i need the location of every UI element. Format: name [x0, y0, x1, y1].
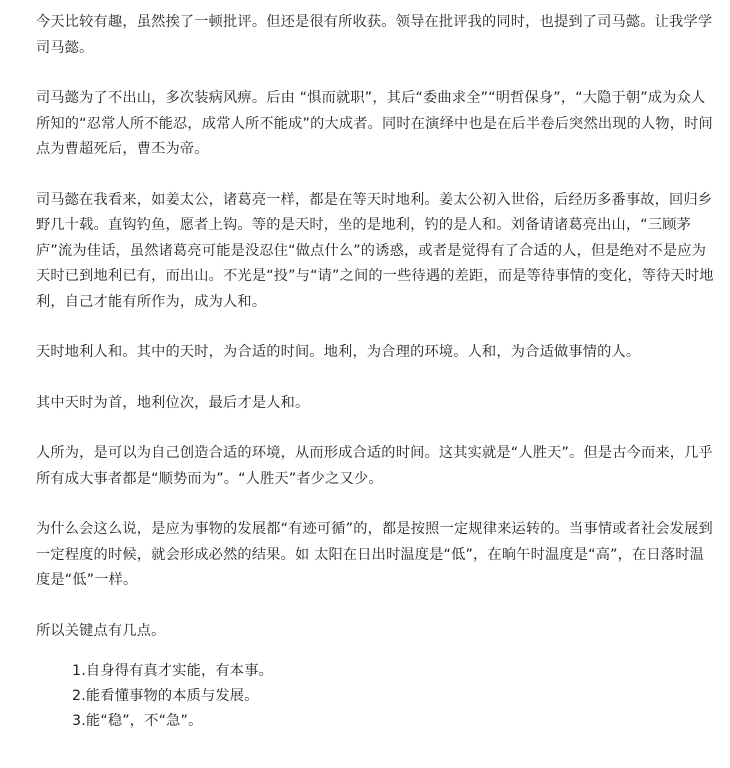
paragraph-priority: 其中天时为首，地利位次，最后才是人和。 — [36, 394, 310, 411]
list-item: 3.能“稳”，不“急”。 — [72, 713, 203, 729]
list-item: 2.能看懂事物的本质与发展。 — [72, 688, 259, 704]
paragraph-reason: 为什么会这么说，是应为事物的发展都“有迹可循”的，都是按照一定规律来运转的。当事情或者社会发展到一定程度的时候，就会形成必然的结果。如 太阳在日出时温度是“低”，在晌午时温度是“高”，在日落时温度是“低”一样。 — [36, 521, 713, 588]
paragraph-intro: 今天比较有趣，虽然挨了一顿批评。但还是很有所收获。领导在批评我的同时，也提到了司马懿。让我学学司马懿。 — [36, 14, 713, 56]
paragraph-human-effort: 人所为，是可以为自己创造合适的环境，从而形成合适的时间。这其实就是“人胜天”。但是古今而来，几乎所有成大事者都是“顺势而为”。“人胜天”者少之又少。 — [36, 445, 713, 487]
paragraph-key-points-intro: 所以关键点有几点。 — [36, 622, 166, 639]
list-item: 1.自身得有真才实能，有本事。 — [72, 663, 273, 679]
paragraph-sima-yi: 司马懿为了不出山，多次装病风痹。后由 “惧而就职”，其后“委曲求全”“明哲保身”，“大隐于朝”成为众人所知的“忍常人所不能忍，成常人所不能成”的大成者。同时在演绎中也是在后半卷后突然出现的人物，时间点为曹超死后，曹丕为帝。 — [36, 90, 713, 157]
paragraph-definition: 天时地利人和。其中的天时，为合适的时间。地利，为合理的环境。人和，为合适做事情的人。 — [36, 344, 641, 360]
paragraph-comparison: 司马懿在我看来，如姜太公，诸葛亮一样，都是在等天时地利。姜太公初入世俗，后经历多番事故，回归乡野几十载。直钩钓鱼，愿者上钩。等的是天时，坐的是地利，钓的是人和。刘备请诸葛亮出山，“三顾茅庐”流为佳话，虽然诸葛亮可能是没忍住“做点什么”的诱惑，或者是觉得有了合适的人，但是绝对不是应为天时已到地利已有，而出山。不光是“投”与“请”之间的一些待遇的差距，而是等待事情的变化，等待天时地利，自己才能有所作为，成为人和。 — [36, 191, 714, 310]
key-points-list — [36, 659, 718, 734]
